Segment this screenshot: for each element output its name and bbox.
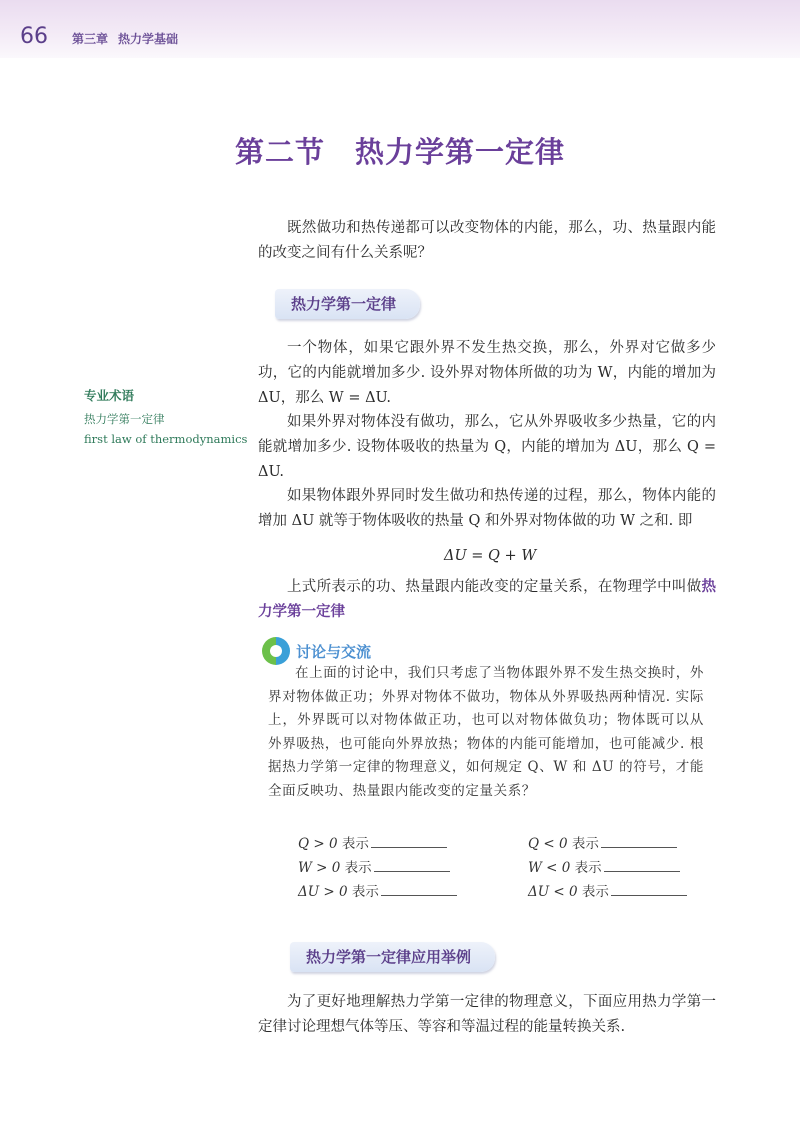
exercise-w-negative: W < 0 表示 [528, 856, 680, 876]
closing-paragraph: 为了更好地理解热力学第一定律的物理意义，下面应用热力学第一定律讨论理想气体等压、等容和等温过程的能量转换关系. [258, 994, 716, 1035]
conclusion-text: 上式所表示的功、热量跟内能改变的定量关系，在物理学中叫做 [287, 579, 702, 595]
answer-blank[interactable] [611, 881, 687, 896]
subheading-first-law: 热力学第一定律 [275, 289, 420, 319]
answer-blank[interactable] [371, 833, 447, 848]
discussion-title: 讨论与交流 [296, 642, 372, 661]
paragraph-heat: 如果外界对物体没有做功，那么，它从外界吸收多少热量，它的内能就增加多少. 设物体吸收的热量为 Q，内能的增加为 ΔU，那么 Q = ΔU. [258, 414, 716, 480]
exercise-du-negative: ΔU < 0 表示 [528, 880, 687, 900]
intro-paragraph: 既然做功和热传递都可以改变物体的内能，那么，功、热量跟内能的改变之间有什么关系呢？ [258, 220, 716, 261]
answer-blank[interactable] [601, 833, 677, 848]
section-title [0, 130, 800, 171]
answer-blank[interactable] [604, 857, 680, 872]
answer-blank[interactable] [381, 881, 457, 896]
discussion-cycle-icon [262, 637, 290, 665]
chapter-number: 第三章 [72, 32, 109, 46]
page-header [0, 0, 800, 58]
glossary-sidebar [84, 386, 254, 448]
glossary-title: 专业术语 [84, 388, 135, 403]
glossary-term-en: first law of thermodynamics [84, 432, 248, 446]
exercise-q-positive: Q > 0 表示 [298, 832, 447, 852]
section-name: 热力学第一定律 [355, 135, 566, 169]
exercise-q-negative: Q < 0 表示 [528, 832, 677, 852]
chapter-title: 热力学基础 [118, 32, 179, 46]
paragraph-conclusion [258, 575, 716, 625]
paragraph-work: 一个物体，如果它跟外界不发生热交换，那么，外界对它做多少功，它的内能就增加多少. 设外界对物体所做的功为 W，内能的增加为 ΔU，那么 W = ΔU. [258, 340, 716, 406]
exercise-du-positive: ΔU > 0 表示 [298, 880, 457, 900]
page-number: 66 [20, 24, 48, 49]
glossary-term-zh: 热力学第一定律 [84, 412, 165, 426]
answer-blank[interactable] [374, 857, 450, 872]
paragraph-combined: 如果物体跟外界同时发生做功和热传递的过程，那么，物体内能的增加 ΔU 就等于物体吸收的热量 Q 和外界对物体做的功 W 之和. 即 [258, 488, 716, 529]
subheading-application-examples: 热力学第一定律应用举例 [290, 942, 495, 972]
exercise-w-positive: W > 0 表示 [298, 856, 450, 876]
section-number: 第二节 [234, 135, 325, 169]
chapter-label [72, 30, 178, 47]
first-law-formula: ΔU = Q + W [444, 548, 537, 564]
discussion-body: 在上面的讨论中，我们只考虑了当物体跟外界不发生热交换时，外界对物体做正功；外界对物体不做功，物体从外界吸热两种情况. 实际上，外界既可以对物体做正功，也可以对物体做负功；物体既可以从外界吸热，也可能向外界放热；物体的内能可能增加，也可能减少. 根据热力学第一定律的物理意义，如何规定 Q、W 和 ΔU 的符号，才能全面反映功、热量跟内能改变的定量关系？ [268, 665, 704, 799]
conclusion-term: 热力学第一定律 [258, 579, 716, 620]
